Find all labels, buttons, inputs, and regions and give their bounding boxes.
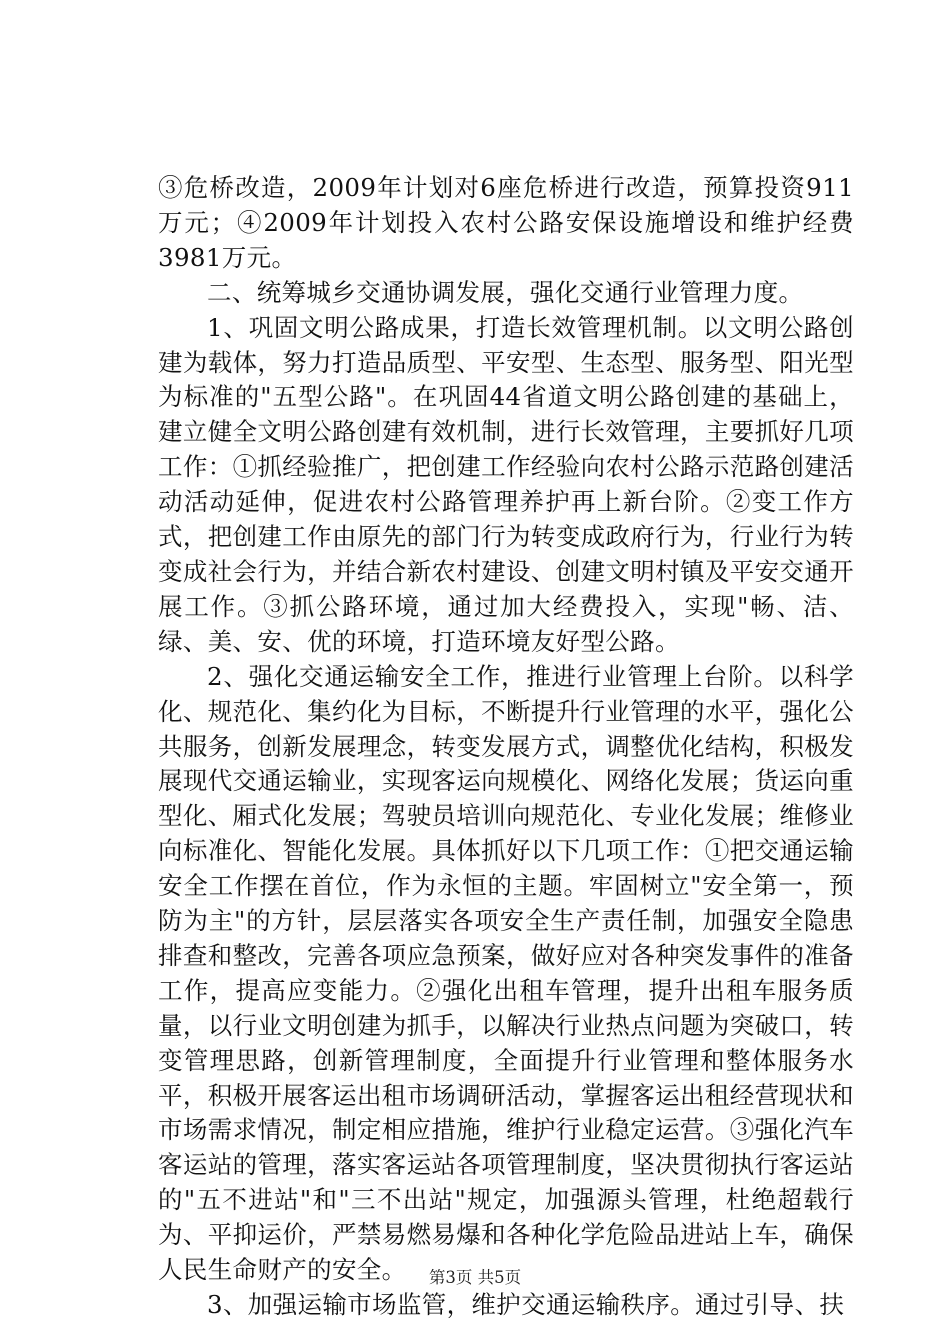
paragraph-transport-safety: 2、强化交通运输安全工作，推进行业管理上台阶。以科学化、规范化、集约化为目标，不断提升行业管理的水平，强化公共服务，创新发展理念，转变发展方式，调整优化结构，积极发展现代交通运输业，实现客运向规模化、网络化发展；货运向重型化、厢式化发展；驾驶员培训向规范化、专业化发展；维修业向标准化、智能化发展。具体抓好以下几项工作：①把交通运输安全工作摆在首位，作为永恒的主题。牢固树立"安全第一，预防为主"的方针，层层落实各项安全生产责任制，加强安全隐患排查和整改，完善各项应急预案，做好应对各种突发事件的准备工作，提高应变能力。②强化出租车管理，提升出租车服务质量，以行业文明创建为抓手，以解决行业热点问题为突破口，转变管理思路，创新管理制度，全面提升行业管理和整体服务水平，积极开展客运出租市场调研活动，掌握客运出租经营现状和市场需求情况，制定相应措施，维护行业稳定运营。③强化汽车客运站的管理，落实客运站各项管理制度，坚决贯彻执行客运站的"五不进站"和"三不出站"规定，加强源头管理，杜绝超载行为、平抑运价，严禁易燃易爆和各种化学危险品进站上车，确保人民生命财产的安全。 xyxy=(158,661,854,1285)
page-number-footer: 第3页 共5页 xyxy=(428,1268,522,1287)
paragraph-bridge-renovation: ③危桥改造，2009年计划对6座危桥进行改造，预算投资911万元；④2009年计划投入农村公路安保设施增设和维护经费3981万元。 xyxy=(158,173,854,272)
paragraph-civilized-roads: 1、巩固文明公路成果，打造长效管理机制。以文明公路创建为载体，努力打造品质型、平安型、生态型、服务型、阳光型为标准的"五型公路"。在巩固44省道文明公路创建的基础上，建立健全文明公路创建有效机制，进行长效管理，主要抓好几项工作：①抓经验推广，把创建工作经验向农村公路示范路创建活动活动延伸，促进农村公路管理养护再上新台阶。②变工作方式，把创建工作由原先的部门行为转变成政府行为，行业行为转变成社会行为，并结合新农村建设、创建文明村镇及平安交通开展工作。③抓公路环境，通过加大经费投入，实现"畅、洁、绿、美、安、优的环境，打造环境友好型公路。 xyxy=(158,312,854,656)
document-body xyxy=(158,171,854,1323)
paragraph-market-supervision: 3、加强运输市场监管，维护交通运输秩序。通过引导、扶 xyxy=(207,1290,845,1319)
section-heading-two: 二、统筹城乡交通协调发展，强化交通行业管理力度。 xyxy=(207,277,804,307)
